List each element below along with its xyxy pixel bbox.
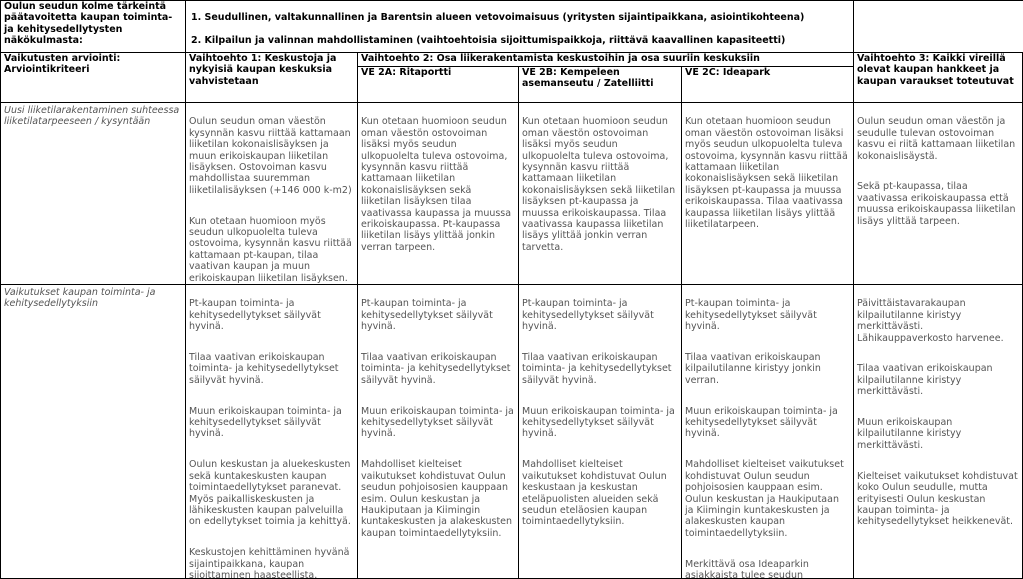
grid-line-top xyxy=(0,0,1023,1)
grid-line-left xyxy=(0,0,1,579)
row2-ve2c-p5: Merkittävä osa Ideaparkin asiakkaista tulee seudun xyxy=(685,558,809,579)
row2-ve2a-p2: Tilaa vaativan erikoiskaupan toiminta- ja kehitysedellytykset säilyvät hyvinä. xyxy=(361,352,511,386)
grid-line-col5 xyxy=(853,0,854,579)
row2-ve2b-p4: Mahdolliset kielteiset vaikutukset kohdistuvat Oulun keskustaan ja keskustan eteläpuolisten alueiden sekä seudun eteläosien kaupan toimintaedellytyksiin. xyxy=(522,459,667,528)
grid-line-col2 xyxy=(357,52,358,579)
row2-ve2c-p1: Pt-kaupan toiminta- ja kehitysedellytykset säilyvät hyvinä. xyxy=(685,298,817,333)
row2-alt3-p1: Päivittäistavarakaupan kilpailutilanne kiristyy merkittävästi. Lähikauppaverkosto harvenee. xyxy=(857,298,1004,344)
row1-ve2a-p1: Kun otetaan huomioon seudun oman väestön ostovoiman lisäksi myös seudun ulkopuolelta tuleva ostovoima, kysynnän kasvu riittää kattamaan liiketilan kokonaislisäyksen sekä liiketilan lisäyksen tilaa vaativassa kaupassa ja muussa erikoiskaupassa. Pt-kaupassa liiketilan lisäys ylittää jonkin verran tarpeen. xyxy=(361,116,512,253)
row2-ve2b-p3: Muun erikoiskaupan toiminta- ja kehitysedellytykset säilyvät hyvinä. xyxy=(522,405,675,440)
row1-ve2b xyxy=(518,102,681,284)
row1-alt1-p1: Oulun seudun oman väestön kysynnän kasvu riittää kattamaan liiketilan kokonaislisäyksen ja muun erikoiskaupan liiketilan lisäyksen. Ostovoiman kasvu mahdollistaa suuremman liiketilalisäyksen (+146 000 k-m2) xyxy=(189,116,352,196)
row2-ve2c-p4: Mahdolliset kielteiset vaikutukset kohdistuvat Oulun seudun pohjoisosien kauppaan esim. Oulun keskustan ja Haukiputaan ja Kiimingin kuntakeskusten ja alakeskusten kaupan toimintaedellytyksiin. xyxy=(685,459,844,539)
goal-2: 2. Kilpailun ja valinnan mahdollistaminen (vaihtoehtoisia sijoittumispaikkoja, riittävä kaavallinen kapasiteetti) xyxy=(191,35,786,47)
row2-alt1-p2: Tilaa vaativan erikoiskaupan toiminta- ja kehitysedellytykset säilyvät hyvinä. xyxy=(189,352,339,386)
grid-line-col3 xyxy=(518,66,519,579)
header-alt3: Vaihtoehto 3: Kaikki vireillä olevat kaupan hankkeet ja kaupan varaukset toteutuvat xyxy=(857,53,1014,87)
row1-ve2c xyxy=(681,102,853,284)
row2-ve2a-p3: Muun erikoiskaupan toiminta- ja kehitysedellytykset säilyvät hyvinä. xyxy=(361,405,514,440)
header-criteria: Vaikutusten arviointi: Arviointikriteeri xyxy=(4,53,121,76)
grid-line-col1 xyxy=(185,0,186,579)
row2-alt1-p1: Pt-kaupan toiminta- ja kehitysedellytykset säilyvät hyvinä. xyxy=(189,298,321,333)
row2-alt1-p5: Keskustojen kehittäminen hyvänä sijaintipaikkana, kaupan sijoittaminen haasteellista. xyxy=(189,547,350,579)
row1-ve2c-p1: Kun otetaan huomioon seudun oman väestön ostovoiman lisäksi myös seudun ulkopuolelta tuleva ostovoima, kysynnän kasvu riittää kattamaan liiketilan kokonaislisäyksen sekä liiketilan lisäyksen pt-kaupassa ja muussa erikoiskaupassa. Tilaa vaativassa kaupassa liiketilan lisäys ylittää liiketilatarpeen. xyxy=(685,116,848,231)
row1-alt1 xyxy=(185,102,357,284)
row2-alt1-p4: Oulun keskustan ja aluekeskusten sekä kuntakeskusten kaupan toimintaedellytykset paranevat. Myös paikalliskeskusten ja lähikeskusten kaupan palveluilla on edellytykset toimia ja kehittyä. xyxy=(189,459,351,528)
goals-list xyxy=(185,0,853,52)
goals-label: Oulun seudun kolme tärkeintä päätavoitetta kaupan toiminta- ja kehitysedellytysten näkökulmasta: xyxy=(4,1,173,47)
row1-alt3-p1: Oulun seudun oman väestön ja seudulle tulevan ostovoiman kasvu ei riitä kattamaan liiketilan kokonaislisäystä. xyxy=(857,116,1016,162)
row1-ve2b-p1: Kun otetaan huomioon seudun oman väestön ostovoiman lisäksi myös seudun ulkopuolelta tuleva ostovoima, kysynnän kasvu riittää kattamaan liiketilan kokonaislisäyksen sekä liiketilan lisäyksen pt-kaupassa ja muussa erikoiskaupassa. Tilaa vaativassa kaupassa liiketilan lisäys ylittää jonkin verran tarvetta. xyxy=(522,116,676,253)
grid-line-goals-bottom xyxy=(0,52,1023,53)
goal-1: 1. Seudullinen, valtakunnallinen ja Barentsin alueen vetovoimaisuus (yritysten sijaintipaikkana, asiointikohteena) xyxy=(191,12,805,24)
row2-criterion: Vaikutukset kaupan toiminta- ja kehitysedellytyksiin xyxy=(4,287,156,310)
header-ve2a: VE 2A: Ritaportti xyxy=(361,67,452,78)
row1-alt3 xyxy=(853,102,1023,284)
row2-ve2c-p3: Muun erikoiskaupan toiminta- ja kehitysedellytykset säilyvät hyvinä. xyxy=(685,405,838,440)
row2-alt3 xyxy=(853,284,1023,579)
grid-line-alt2-sub xyxy=(357,66,853,67)
grid-line-col4 xyxy=(681,66,682,579)
row2-ve2b-p2: Tilaa vaativan erikoiskaupan toiminta- ja kehitysedellytykset säilyvät hyvinä. xyxy=(522,352,672,386)
row1-alt1-p2: Kun otetaan huomioon myös seudun ulkopuolelta tuleva ostovoima, kysynnän kasvu riittää kattamaan pt-kaupan, tilaa vaativan kaupan ja muun erikoiskaupan liiketilan lisäyksen. xyxy=(189,215,352,284)
row1-ve2a xyxy=(357,102,518,284)
row2-ve2c xyxy=(681,284,853,579)
grid-line-row1-bottom xyxy=(0,284,1023,285)
row2-alt3-p3: Muun erikoiskaupan kilpailutilanne kiristyy merkittävästi. xyxy=(857,417,962,451)
row2-alt3-p2: Tilaa vaativan erikoiskaupan kilpailutilanne kiristyy merkittävästi. xyxy=(857,363,993,398)
header-ve2c: VE 2C: Ideapark xyxy=(685,67,771,78)
row2-alt1 xyxy=(185,284,357,579)
grid-line-header-bottom xyxy=(0,102,1023,103)
row2-ve2a-p1: Pt-kaupan toiminta- ja kehitysedellytykset säilyvät hyvinä. xyxy=(361,298,493,333)
row1-alt3-p2: Sekä pt-kaupassa, tilaa vaativassa erikoiskaupassa että muussa erikoiskaupassa liiketilan lisäys ylittää tarpeen. xyxy=(857,181,1016,227)
row2-alt3-p4: Kielteiset vaikutukset kohdistuvat koko Oulun seudulle, mutta erityisesti Oulun keskustan kaupan toiminta- ja kehitysedellytykset heikkenevät. xyxy=(857,470,1018,528)
row2-ve2b-p1: Pt-kaupan toiminta- ja kehitysedellytykset säilyvät hyvinä. xyxy=(522,298,654,333)
row2-alt1-p3: Muun erikoiskaupan toiminta- ja kehitysedellytykset säilyvät hyvinä. xyxy=(189,405,342,440)
row2-ve2a-p4: Mahdolliset kielteiset vaikutukset kohdistuvat Oulun seudun pohjoisosien kauppaan esim. Oulun keskustan ja Haukiputaan ja Kiimingin kuntakeskusten ja alakeskusten kaupan toimintaedellytyksiin. xyxy=(361,459,513,539)
header-alt1: Vaihtoehto 1: Keskustoja ja nykyisiä kaupan keskuksia vahvistetaan xyxy=(189,53,337,87)
header-alt2: Vaihtoehto 2: Osa liikerakentamista keskustoihin ja osa suuriin keskuksiin xyxy=(361,53,760,64)
row2-ve2a xyxy=(357,284,518,579)
row2-ve2c-p2: Tilaa vaativan erikoiskaupan kilpailutilanne kiristyy jonkin verran. xyxy=(685,352,821,386)
row2-ve2b xyxy=(518,284,681,579)
header-ve2b: VE 2B: Kempeleen asemanseutu / Zatelliitti xyxy=(522,67,654,90)
row1-criterion: Uusi liiketilarakentaminen suhteessa liiketilatarpeeseen / kysyntään xyxy=(4,105,180,128)
